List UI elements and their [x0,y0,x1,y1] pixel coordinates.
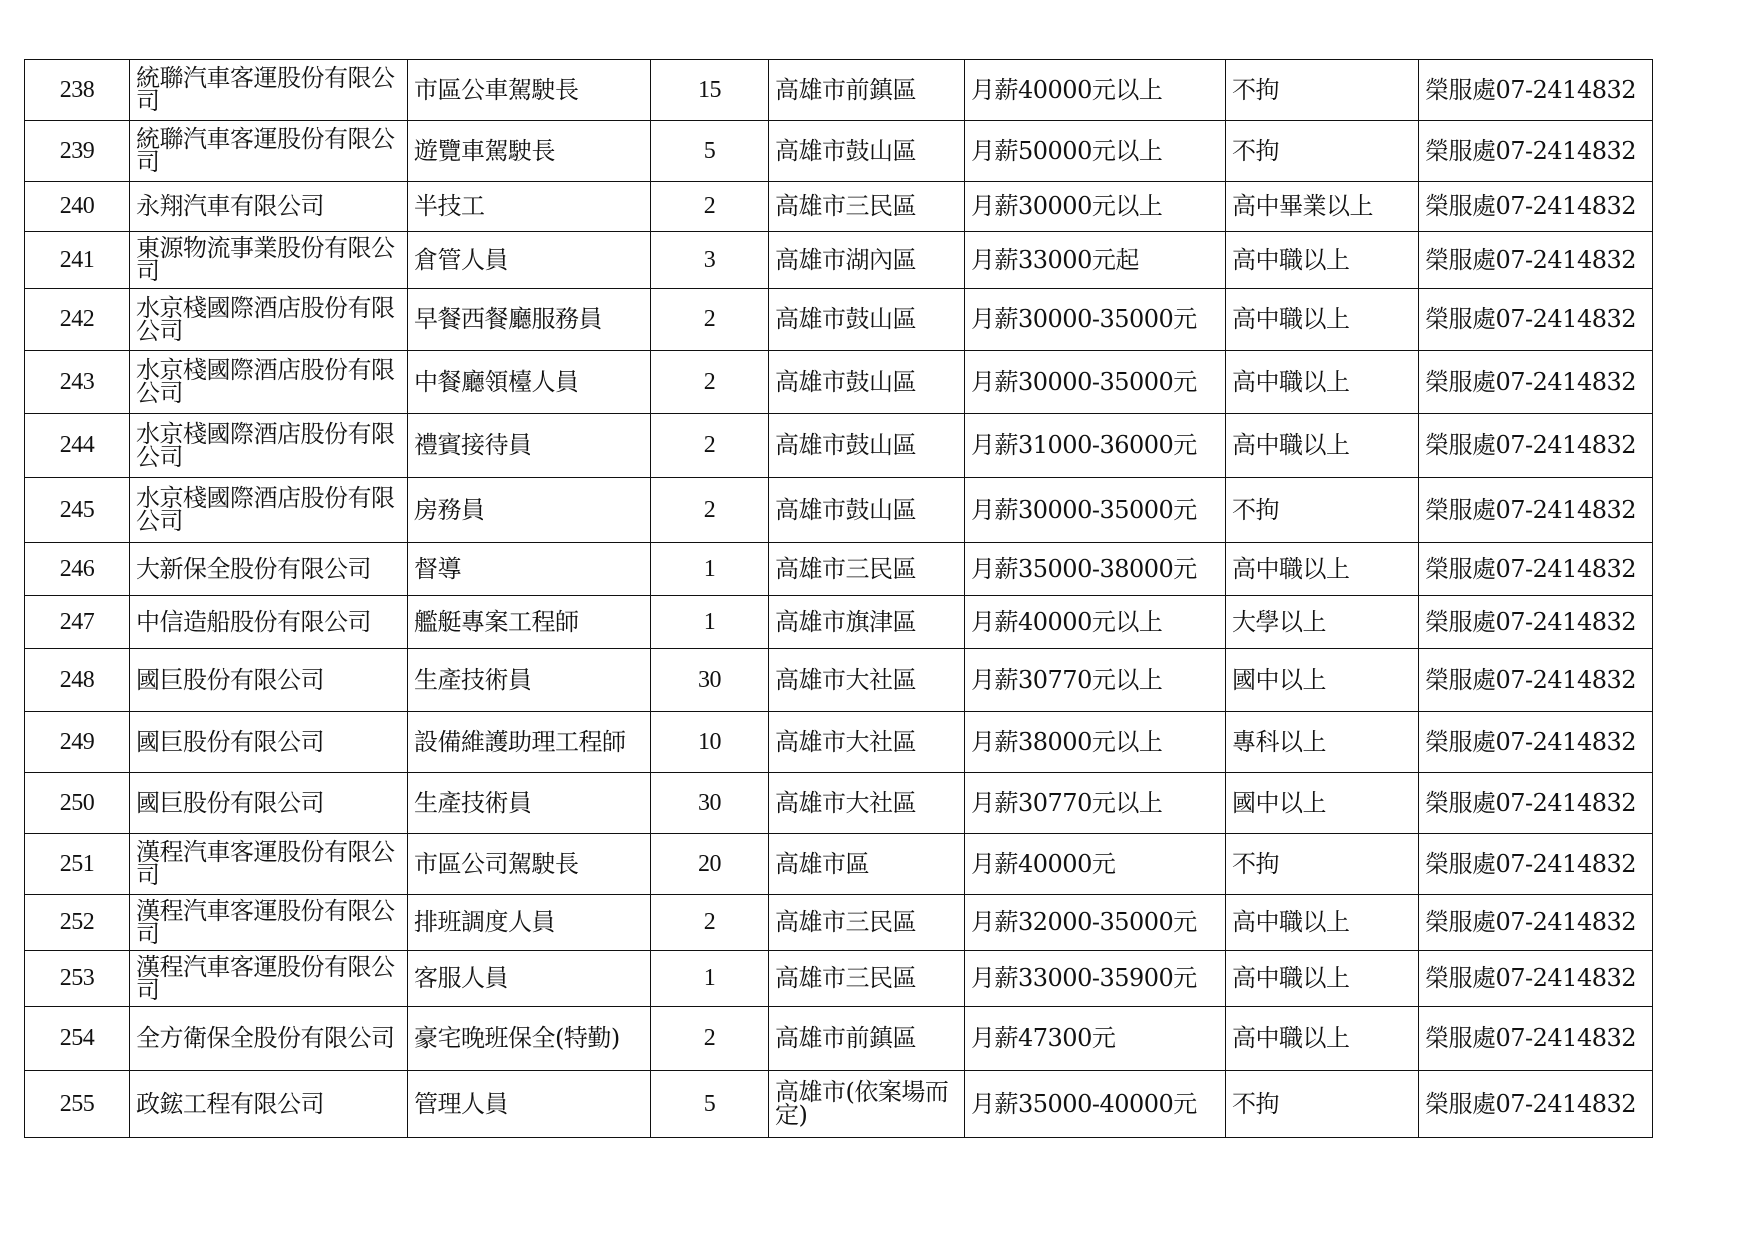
work-location: 高雄市三民區 [769,951,965,1007]
openings-count: 5 [651,1071,769,1138]
row-number: 242 [25,289,130,351]
salary: 月薪31000-36000元 [965,414,1226,478]
education-requirement: 高中職以上 [1226,951,1419,1007]
education-requirement: 不拘 [1226,60,1419,121]
salary: 月薪40000元以上 [965,596,1226,649]
job-title: 豪宅晚班保全(特勤) [408,1007,651,1071]
work-location: 高雄市前鎮區 [769,1007,965,1071]
table-row [25,478,1653,543]
work-location: 高雄市三民區 [769,543,965,596]
job-title: 設備維護助理工程師 [408,712,651,773]
contact-info: 榮服處07-2414832 [1419,895,1653,951]
contact-info: 榮服處07-2414832 [1419,951,1653,1007]
row-number: 251 [25,834,130,895]
contact-info: 榮服處07-2414832 [1419,414,1653,478]
row-number: 255 [25,1071,130,1138]
table-row [25,712,1653,773]
education-requirement: 高中職以上 [1226,414,1419,478]
work-location: 高雄市鼓山區 [769,121,965,182]
openings-count: 2 [651,1007,769,1071]
company-name: 漢程汽車客運股份有限公司 [130,834,408,895]
table-row [25,1007,1653,1071]
openings-count: 10 [651,712,769,773]
row-number: 250 [25,773,130,834]
row-number: 240 [25,182,130,232]
work-location: 高雄市湖內區 [769,232,965,289]
salary: 月薪35000-38000元 [965,543,1226,596]
table-row [25,649,1653,712]
company-name: 水京棧國際酒店股份有限公司 [130,478,408,543]
salary: 月薪30770元以上 [965,773,1226,834]
company-name: 東源物流事業股份有限公司 [130,232,408,289]
job-title: 半技工 [408,182,651,232]
job-title: 生產技術員 [408,773,651,834]
table-row [25,543,1653,596]
work-location: 高雄市鼓山區 [769,478,965,543]
openings-count: 1 [651,951,769,1007]
company-name: 大新保全股份有限公司 [130,543,408,596]
salary: 月薪32000-35000元 [965,895,1226,951]
company-name: 國巨股份有限公司 [130,712,408,773]
job-title: 禮賓接待員 [408,414,651,478]
company-name: 漢程汽車客運股份有限公司 [130,951,408,1007]
contact-info: 榮服處07-2414832 [1419,182,1653,232]
education-requirement: 國中以上 [1226,649,1419,712]
openings-count: 2 [651,182,769,232]
row-number: 253 [25,951,130,1007]
openings-count: 20 [651,834,769,895]
work-location: 高雄市旗津區 [769,596,965,649]
salary: 月薪38000元以上 [965,712,1226,773]
contact-info: 榮服處07-2414832 [1419,351,1653,414]
education-requirement: 不拘 [1226,1071,1419,1138]
work-location: 高雄市鼓山區 [769,351,965,414]
work-location: 高雄市區 [769,834,965,895]
education-requirement: 高中職以上 [1226,351,1419,414]
contact-info: 榮服處07-2414832 [1419,649,1653,712]
salary: 月薪30000元以上 [965,182,1226,232]
work-location: 高雄市大社區 [769,649,965,712]
education-requirement: 高中畢業以上 [1226,182,1419,232]
work-location: 高雄市(依案場而定) [769,1071,965,1138]
company-name: 全方衛保全股份有限公司 [130,1007,408,1071]
work-location: 高雄市大社區 [769,773,965,834]
job-title: 遊覽車駕駛長 [408,121,651,182]
company-name: 漢程汽車客運股份有限公司 [130,895,408,951]
row-number: 243 [25,351,130,414]
work-location: 高雄市三民區 [769,895,965,951]
job-title: 排班調度人員 [408,895,651,951]
table-row [25,60,1653,121]
openings-count: 2 [651,351,769,414]
contact-info: 榮服處07-2414832 [1419,478,1653,543]
education-requirement: 高中職以上 [1226,289,1419,351]
salary: 月薪47300元 [965,1007,1226,1071]
salary: 月薪35000-40000元 [965,1071,1226,1138]
company-name: 中信造船股份有限公司 [130,596,408,649]
education-requirement: 不拘 [1226,834,1419,895]
openings-count: 1 [651,543,769,596]
job-title: 艦艇專案工程師 [408,596,651,649]
work-location: 高雄市三民區 [769,182,965,232]
work-location: 高雄市大社區 [769,712,965,773]
education-requirement: 高中職以上 [1226,1007,1419,1071]
row-number: 252 [25,895,130,951]
table-row [25,951,1653,1007]
education-requirement: 高中職以上 [1226,895,1419,951]
table-row [25,182,1653,232]
job-title: 早餐西餐廳服務員 [408,289,651,351]
company-name: 統聯汽車客運股份有限公司 [130,121,408,182]
education-requirement: 國中以上 [1226,773,1419,834]
contact-info: 榮服處07-2414832 [1419,1071,1653,1138]
contact-info: 榮服處07-2414832 [1419,60,1653,121]
row-number: 254 [25,1007,130,1071]
salary: 月薪30000-35000元 [965,478,1226,543]
openings-count: 2 [651,478,769,543]
table-row [25,596,1653,649]
row-number: 245 [25,478,130,543]
company-name: 國巨股份有限公司 [130,649,408,712]
table-row [25,773,1653,834]
openings-count: 2 [651,895,769,951]
job-table-body [25,60,1653,1138]
contact-info: 榮服處07-2414832 [1419,596,1653,649]
company-name: 國巨股份有限公司 [130,773,408,834]
job-title: 倉管人員 [408,232,651,289]
job-listing-table [24,59,1653,1138]
contact-info: 榮服處07-2414832 [1419,232,1653,289]
openings-count: 15 [651,60,769,121]
company-name: 水京棧國際酒店股份有限公司 [130,289,408,351]
job-title: 生產技術員 [408,649,651,712]
row-number: 249 [25,712,130,773]
table-row [25,414,1653,478]
job-title: 中餐廳領檯人員 [408,351,651,414]
company-name: 統聯汽車客運股份有限公司 [130,60,408,121]
company-name: 永翔汽車有限公司 [130,182,408,232]
table-row [25,121,1653,182]
education-requirement: 專科以上 [1226,712,1419,773]
work-location: 高雄市鼓山區 [769,289,965,351]
job-title: 市區公車駕駛長 [408,60,651,121]
work-location: 高雄市前鎮區 [769,60,965,121]
company-name: 政鋐工程有限公司 [130,1071,408,1138]
row-number: 247 [25,596,130,649]
education-requirement: 大學以上 [1226,596,1419,649]
company-name: 水京棧國際酒店股份有限公司 [130,351,408,414]
openings-count: 1 [651,596,769,649]
table-row [25,834,1653,895]
openings-count: 5 [651,121,769,182]
openings-count: 3 [651,232,769,289]
table-row [25,351,1653,414]
contact-info: 榮服處07-2414832 [1419,834,1653,895]
row-number: 238 [25,60,130,121]
contact-info: 榮服處07-2414832 [1419,1007,1653,1071]
row-number: 248 [25,649,130,712]
contact-info: 榮服處07-2414832 [1419,121,1653,182]
work-location: 高雄市鼓山區 [769,414,965,478]
company-name: 水京棧國際酒店股份有限公司 [130,414,408,478]
openings-count: 2 [651,414,769,478]
table-row [25,289,1653,351]
education-requirement: 高中職以上 [1226,232,1419,289]
row-number: 241 [25,232,130,289]
contact-info: 榮服處07-2414832 [1419,543,1653,596]
salary: 月薪30770元以上 [965,649,1226,712]
table-row [25,1071,1653,1138]
row-number: 246 [25,543,130,596]
contact-info: 榮服處07-2414832 [1419,773,1653,834]
salary: 月薪33000-35900元 [965,951,1226,1007]
row-number: 244 [25,414,130,478]
education-requirement: 高中職以上 [1226,543,1419,596]
job-title: 客服人員 [408,951,651,1007]
table-row [25,895,1653,951]
table-row [25,232,1653,289]
salary: 月薪30000-35000元 [965,289,1226,351]
row-number: 239 [25,121,130,182]
job-title: 市區公司駕駛長 [408,834,651,895]
job-title: 房務員 [408,478,651,543]
contact-info: 榮服處07-2414832 [1419,712,1653,773]
salary: 月薪40000元以上 [965,60,1226,121]
openings-count: 30 [651,773,769,834]
job-title: 督導 [408,543,651,596]
education-requirement: 不拘 [1226,121,1419,182]
salary: 月薪50000元以上 [965,121,1226,182]
job-title: 管理人員 [408,1071,651,1138]
openings-count: 2 [651,289,769,351]
salary: 月薪33000元起 [965,232,1226,289]
contact-info: 榮服處07-2414832 [1419,289,1653,351]
salary: 月薪30000-35000元 [965,351,1226,414]
openings-count: 30 [651,649,769,712]
salary: 月薪40000元 [965,834,1226,895]
education-requirement: 不拘 [1226,478,1419,543]
